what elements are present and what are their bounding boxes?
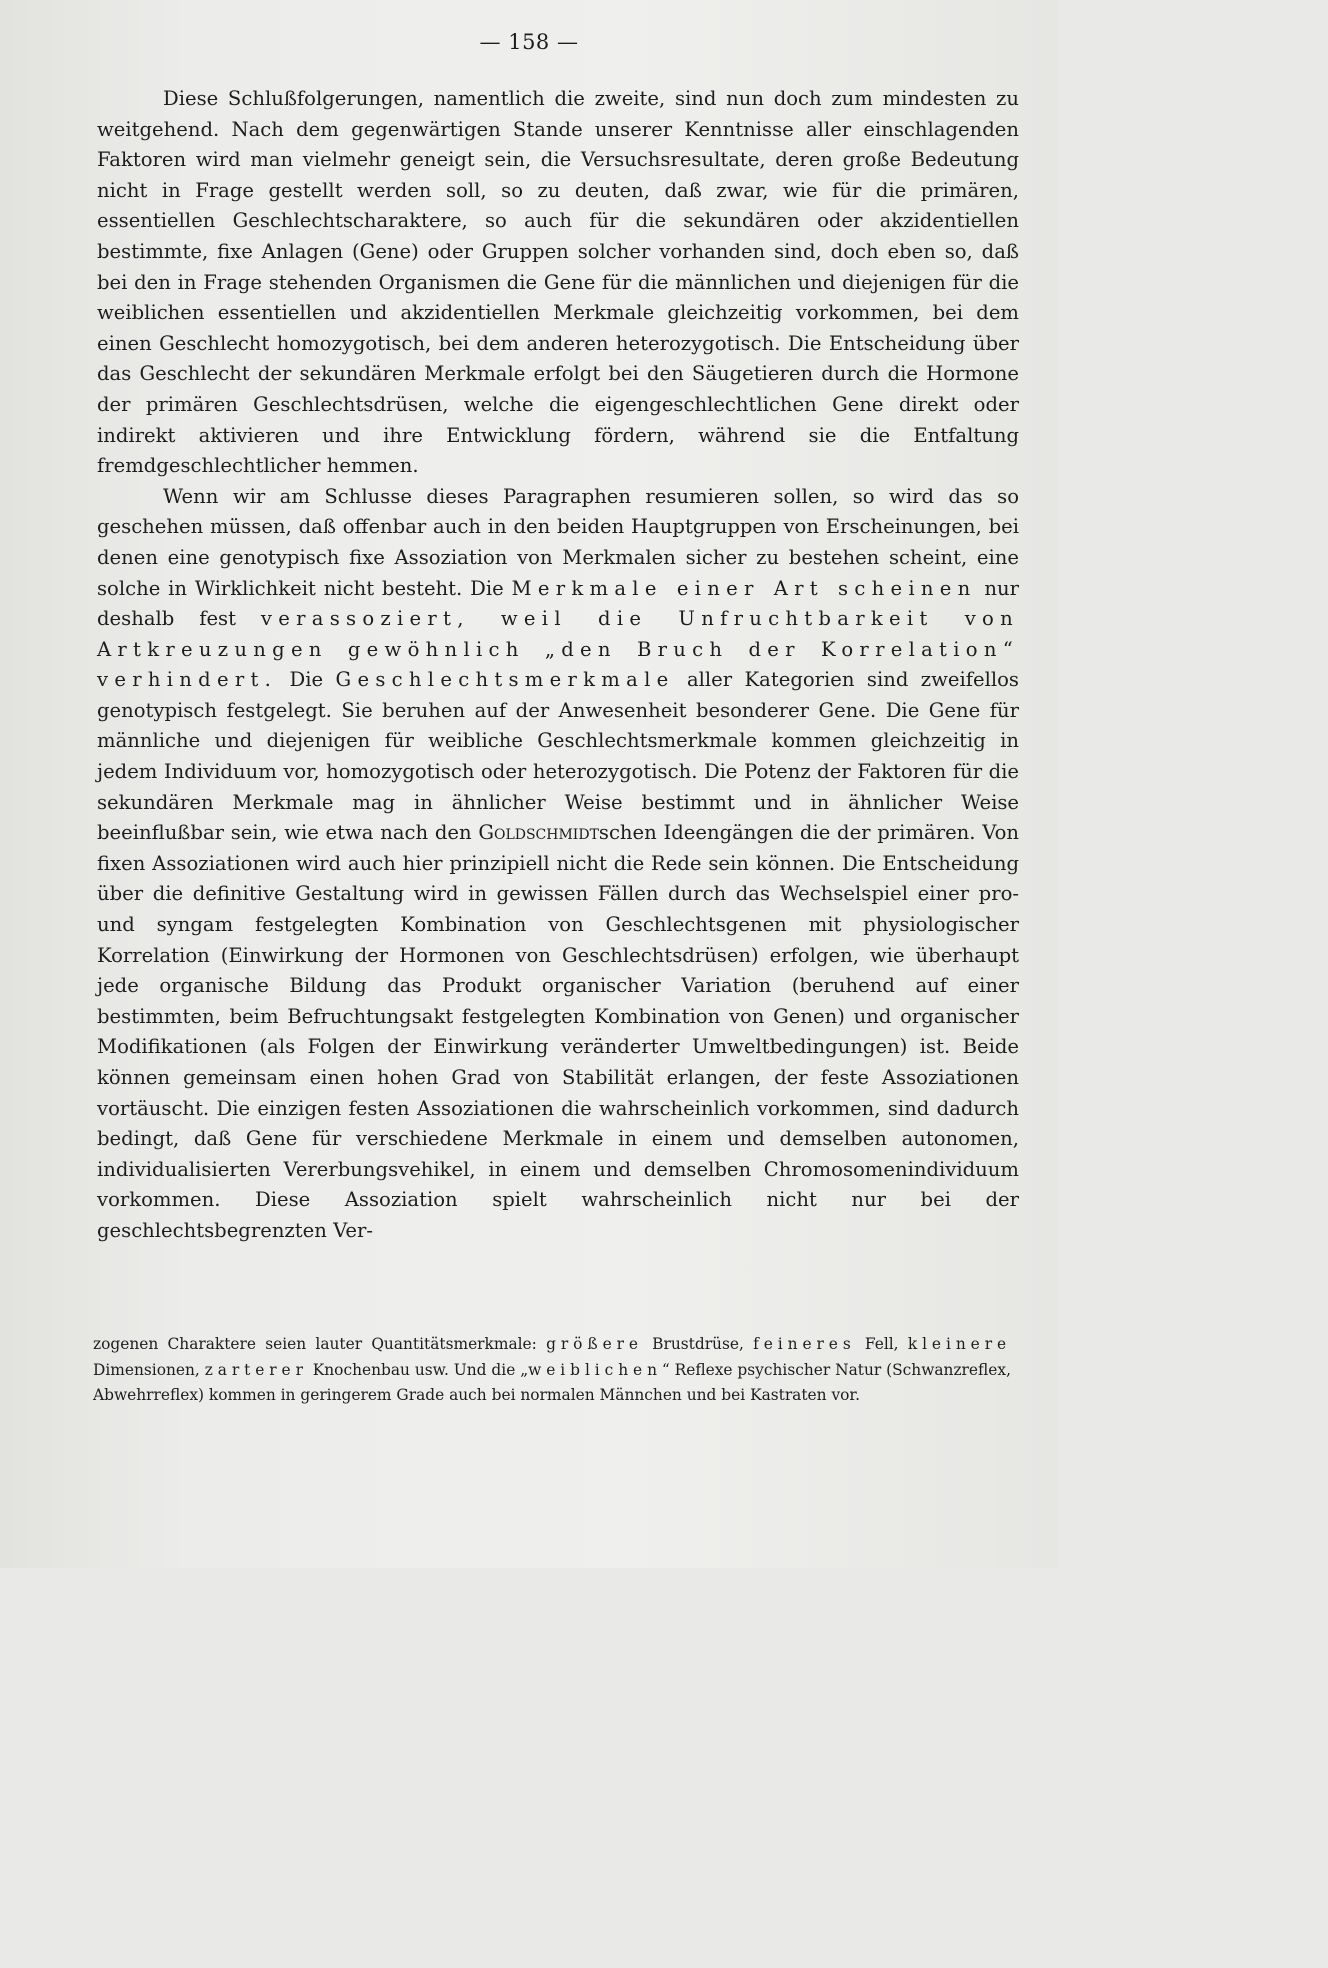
paragraph-1: Diese Schlußfolgerungen, namentlich die zweite, sind nun doch zum mindesten zu weitgehend. Nach dem gegenwärtigen Stande unserer Kenntnisse aller einschlagenden Faktoren wird man vielmehr geneigt sein, die Versuchsresultate, deren große Bedeutung nicht in Frage gestellt werden soll, so zu deuten, daß zwar, wie für die primären, essentiellen Geschlechtscharaktere, so auch für die sekundären oder akzidentiellen bestimmte, fixe Anlagen (Gene) oder Gruppen solcher vorhanden sind, doch eben so, daß bei den in Frage stehenden Organismen die Gene für die männlichen und diejenigen für die weiblichen essentiellen und akzidentiellen Merkmale gleichzeitig vorkommen, bei dem einen Geschlecht homozygotisch, bei dem anderen heterozygotisch. Die Entscheidung über das Geschlecht der sekundären Merkmale erfolgt bei den Säugetieren durch die Hormone der primären Geschlechtsdrüsen, welche die eigengeschlechtlichen Gene direkt oder indirekt aktivieren und ihre Entwicklung fördern, während sie die Entfaltung fremdgeschlechtlicher hemmen. [97, 87, 1019, 478]
text-run: Knochenbau usw. Und die „ [307, 1360, 529, 1379]
text-run: schen Ideengängen die der primären. Von fixen Assoziationen wird auch hier prinzipiell nicht die Rede sein können. Die Entscheidung über die definitive Gestaltung wird in gewissen Fällen durch das Wechselspiel einer pro- und syngam festgelegten Kombination von Geschlechtsgenen mit physiologischer Korrelation (Einwirkung der Hormonen von Geschlechtsdrüsen) erfolgen, wie überhaupt jede organische Bildung das Produkt organischer Variation (beruhend auf einer bestimmten, beim Befruchtungsakt festgelegten Kombination von Genen) und organischer Modifikationen (als Folgen der Einwirkung veränderter Umweltbedingungen) ist. Beide können gemeinsam einen hohen Grad von Stabilität erlangen, der feste Assoziationen vortäuscht. Die einzigen festen Assoziationen die wahrscheinlich vorkommen, sind dadurch bedingt, daß Gene für verschiedene Merkmale in einem und demselben autonomen, individualisierten Vererbungsvehikel, in einem und demselben Chromosomenindividuum vorkommen. Diese Assoziation spielt wahrscheinlich nicht nur bei der geschlechtsbegrenzten Ver- [97, 821, 1020, 1242]
text-run: Fell, [855, 1335, 908, 1353]
text-run: Brustdrüse, [642, 1335, 754, 1353]
text-run: nur deshalb fest [97, 576, 1019, 631]
text-run: zogenen Charaktere seien lauter Quantitätsmerkmale: [93, 1335, 547, 1353]
page-number: — 158 — [479, 30, 579, 54]
paragraph-2 [97, 482, 1019, 1247]
spaced-emphasis: zarterer [204, 1360, 308, 1379]
spaced-emphasis: weiblichen [528, 1360, 662, 1379]
footnote [93, 1332, 1011, 1409]
spaced-emphasis: verassoziert, weil die Unfruchtbarkeit von Artkreuzungen gewöhnlich „den Bruch der Korrelation“ verhindert. [97, 607, 1020, 692]
spaced-emphasis: Merkmale einer Art scheinen [511, 576, 977, 600]
spaced-emphasis: Geschlechtsmerkmale [335, 668, 675, 692]
text-run: Wenn wir am Schlusse dieses Paragraphen resumieren sollen, so wird das so geschehen müssen, daß offenbar auch in den beiden Hauptgruppen von Erscheinungen, bei denen eine genotypisch fixe Assoziation von Merkmalen sicher zu bestehen scheint, eine solche in Wirklichkeit nicht besteht. Die [97, 484, 1019, 600]
text-run: Die [277, 668, 336, 692]
author-name-smallcaps: Goldschmidt [478, 821, 599, 845]
spaced-emphasis: feineres [753, 1335, 856, 1353]
spaced-emphasis: größere [546, 1335, 643, 1353]
footnote-text [93, 1332, 1011, 1409]
text-run: Dimensionen, [93, 1360, 205, 1379]
main-text [97, 84, 1019, 1247]
text-run: “ Reflexe psychischer Natur (Schwanzreflex, Abwehrreflex) kommen in geringerem Grade auch bei normalen Männchen und bei Kastraten vor. [93, 1360, 1011, 1404]
spaced-emphasis: kleinere [907, 1335, 1012, 1353]
text-run: aller Kategorien sind zweifellos genotypisch festgelegt. Sie beruhen auf der Anwesenheit besonderer Gene. Die Gene für männliche und diejenigen für weibliche Geschlechtsmerkmale kommen gleichzeitig in jedem Individuum vor, homozygotisch oder heterozygotisch. Die Potenz der Faktoren für die sekundären Merkmale mag in ähnlicher Weise bestimmt und in ähnlicher Weise beeinflußbar sein, wie etwa nach den [97, 668, 1019, 845]
